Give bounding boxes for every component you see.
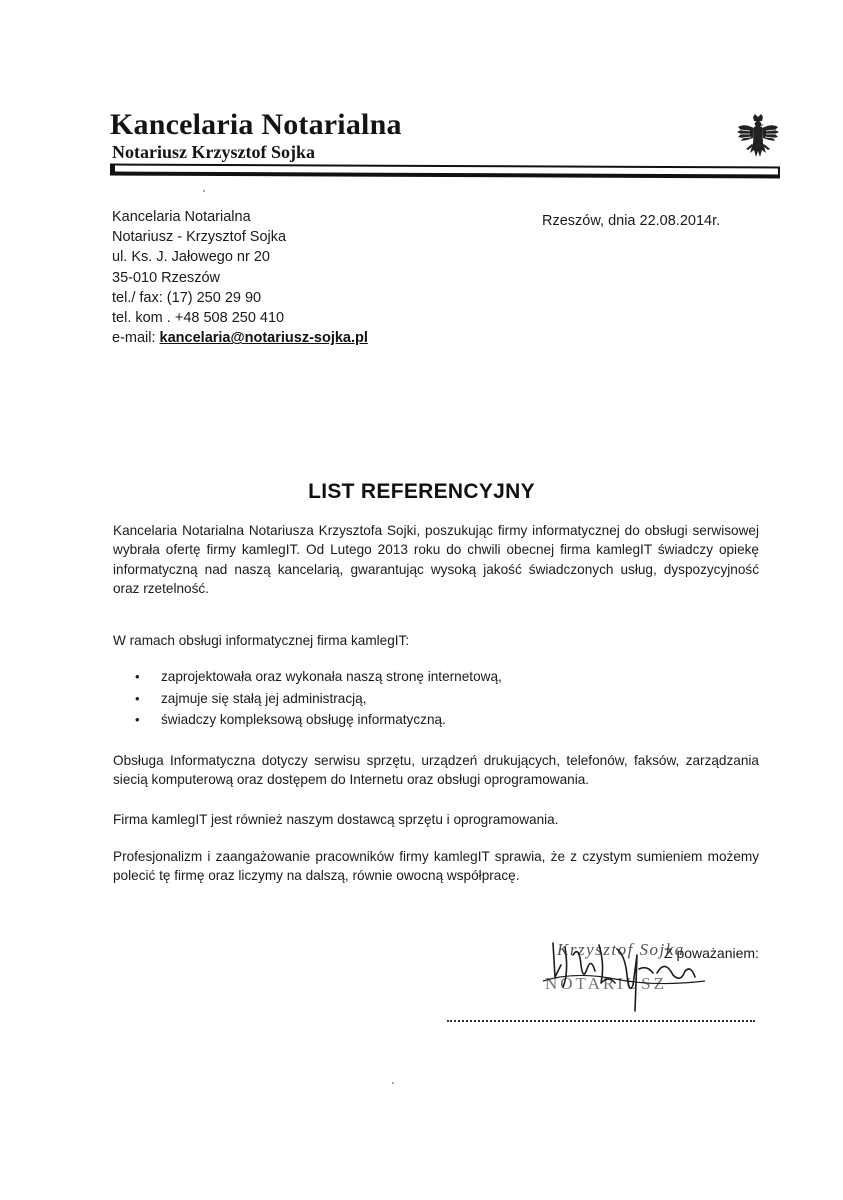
paragraph-recommendation: Profesjonalizm i zaangażowanie pracowników firmy kamlegIT sprawia, że z czystym sumieniem możemy polecić tę firmę oraz liczymy na dalszą, równie owocną współpracę. bbox=[113, 849, 759, 884]
list-item-text: zaprojektowała oraz wykonała naszą stronę internetową, bbox=[161, 669, 502, 684]
email-label: e-mail: bbox=[112, 330, 160, 347]
sender-email-row bbox=[112, 328, 368, 348]
paragraph-services-lead: W ramach obsługi informatycznej firma kamlegIT: bbox=[113, 633, 410, 648]
scan-speck bbox=[203, 190, 205, 192]
list-item bbox=[113, 666, 502, 688]
letter-date: Rzeszów, dnia 22.08.2014r. bbox=[542, 213, 721, 229]
sender-line: 35-010 Rzeszów bbox=[112, 269, 220, 286]
letterhead-title: Kancelaria Notarialna bbox=[110, 108, 402, 141]
closing-phrase: Z poważaniem: bbox=[664, 945, 759, 961]
bullet-icon: • bbox=[135, 690, 140, 706]
letterhead-rule bbox=[110, 164, 780, 179]
list-item bbox=[113, 688, 502, 710]
sender-line: Kancelaria Notarialna bbox=[112, 209, 251, 225]
signature-line bbox=[447, 1018, 755, 1022]
sender-address-block bbox=[112, 207, 368, 348]
bullet-icon: • bbox=[135, 669, 140, 684]
polish-eagle-icon bbox=[736, 113, 780, 161]
stamp-name: Krzysztof Sojka bbox=[557, 940, 685, 959]
email-link[interactable]: kancelaria@notariusz-sojka.pl bbox=[159, 330, 368, 347]
services-list bbox=[113, 666, 502, 731]
bullet-icon: • bbox=[135, 712, 140, 727]
sender-line: tel./ fax: (17) 250 29 90 bbox=[112, 289, 262, 306]
list-item bbox=[113, 709, 502, 731]
list-item-text: świadczy kompleksową obsługę informatyczną. bbox=[161, 712, 446, 727]
letterhead-subtitle: Notariusz Krzysztof Sojka bbox=[112, 142, 315, 162]
sender-line: tel. kom . +48 508 250 410 bbox=[112, 310, 285, 327]
letter-heading: LIST REFERENCYJNY bbox=[308, 480, 535, 503]
paragraph-scope: Obsługa Informatyczna dotyczy serwisu sprzętu, urządzeń drukujących, telefonów, faksów, zarządzania siecią komputerową oraz dostępem do Internetu oraz obsługi oprogramowania. bbox=[113, 753, 759, 788]
scan-speck bbox=[392, 1082, 394, 1084]
paragraph-supplier: Firma kamlegIT jest również naszym dostawcą sprzętu i oprogramowania. bbox=[113, 812, 559, 827]
stamp-role: NOTARIUSZ bbox=[545, 974, 667, 993]
paragraph-intro: Kancelaria Notarialna Notariusza Krzysztofa Sojki, poszukując firmy informatycznej do obsługi serwisowej wybrała ofertę firmy kamlegIT. Od Lutego 2013 roku do chwili obecnej firma kamlegIT świadczy opiekę informatyczną nad naszą kancelarią, gwarantując wysoką jakość świadczonych usług, dyspozycyjność oraz rzetelność. bbox=[113, 523, 759, 596]
list-item-text: zajmuje się stałą jej administracją, bbox=[161, 690, 367, 706]
sender-line: ul. Ks. J. Jałowego nr 20 bbox=[112, 249, 270, 266]
sender-line: Notariusz - Krzysztof Sojka bbox=[112, 229, 287, 246]
